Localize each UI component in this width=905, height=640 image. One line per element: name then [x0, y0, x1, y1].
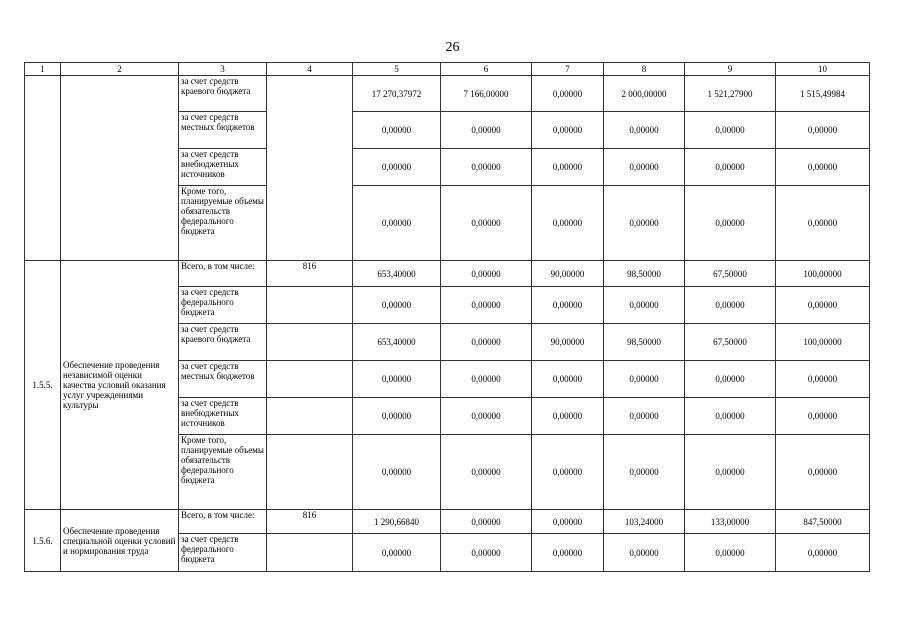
amount-cell: 0,00000: [604, 534, 685, 572]
category-code-cell: [267, 398, 353, 435]
amount-cell: 0,00000: [685, 435, 776, 510]
table-row: [25, 261, 870, 287]
amount-cell: 67,50000: [685, 261, 776, 287]
amount-cell: 1 521,27900: [685, 76, 776, 112]
header-row: [25, 63, 870, 76]
funding-source-label: за счет средств краевого бюджета: [179, 324, 267, 361]
amount-cell: 0,00000: [685, 149, 776, 186]
amount-cell: 0,00000: [685, 287, 776, 324]
measure-name-cell: Обеспечение проведения независимой оценки качества условий оказания услуг учреждениями культуры: [61, 261, 179, 510]
amount-cell: 100,00000: [776, 324, 870, 361]
amount-cell: 90,00000: [532, 324, 604, 361]
amount-cell: 0,00000: [776, 435, 870, 510]
funding-source-label: Кроме того, планируемые объемы обязательств федерального бюджета: [179, 435, 267, 510]
amount-cell: 0,00000: [604, 435, 685, 510]
amount-cell: 0,00000: [353, 398, 441, 435]
amount-cell: 0,00000: [441, 149, 532, 186]
amount-cell: 0,00000: [685, 398, 776, 435]
category-code-cell: [267, 76, 353, 261]
funding-source-label: Всего, в том числе:: [179, 261, 267, 287]
column-header: 10: [776, 63, 870, 76]
measure-name-cell: Обеспечение проведения специальной оценки условий и нормирования труда: [61, 510, 179, 572]
amount-cell: 0,00000: [532, 287, 604, 324]
amount-cell: 0,00000: [532, 398, 604, 435]
amount-cell: 0,00000: [604, 186, 685, 261]
funding-source-label: за счет средств федерального бюджета: [179, 534, 267, 572]
table-row: [25, 510, 870, 534]
amount-cell: 653,40000: [353, 324, 441, 361]
funding-source-label: за счет средств внебюджетных источников: [179, 398, 267, 435]
amount-cell: 0,00000: [441, 324, 532, 361]
amount-cell: 0,00000: [441, 261, 532, 287]
funding-source-label: за счет средств местных бюджетов: [179, 361, 267, 398]
column-header: 8: [604, 63, 685, 76]
column-header: 6: [441, 63, 532, 76]
row-code-cell: 1.5.5.: [25, 261, 61, 510]
column-header: 4: [267, 63, 353, 76]
amount-cell: 847,50000: [776, 510, 870, 534]
amount-cell: 0,00000: [685, 361, 776, 398]
amount-cell: 0,00000: [353, 112, 441, 149]
amount-cell: 0,00000: [604, 112, 685, 149]
category-code-cell: 816: [267, 261, 353, 287]
amount-cell: 98,50000: [604, 261, 685, 287]
amount-cell: 0,00000: [532, 76, 604, 112]
amount-cell: 0,00000: [776, 149, 870, 186]
amount-cell: 0,00000: [441, 435, 532, 510]
amount-cell: 0,00000: [776, 186, 870, 261]
category-code-cell: [267, 287, 353, 324]
column-header: 3: [179, 63, 267, 76]
amount-cell: 0,00000: [441, 112, 532, 149]
amount-cell: 0,00000: [441, 186, 532, 261]
funding-source-label: за счет средств федерального бюджета: [179, 287, 267, 324]
category-code-cell: 816: [267, 510, 353, 534]
amount-cell: 653,40000: [353, 261, 441, 287]
row-code-cell: 1.5.6.: [25, 510, 61, 572]
funding-source-label: за счет средств внебюджетных источников: [179, 149, 267, 186]
column-header: 9: [685, 63, 776, 76]
amount-cell: 0,00000: [685, 534, 776, 572]
amount-cell: 0,00000: [441, 361, 532, 398]
amount-cell: 1 290,66840: [353, 510, 441, 534]
amount-cell: 1 515,49984: [776, 76, 870, 112]
amount-cell: 0,00000: [532, 149, 604, 186]
amount-cell: 0,00000: [776, 361, 870, 398]
amount-cell: 0,00000: [353, 361, 441, 398]
amount-cell: 0,00000: [532, 534, 604, 572]
amount-cell: 0,00000: [532, 510, 604, 534]
column-header: 2: [61, 63, 179, 76]
amount-cell: 90,00000: [532, 261, 604, 287]
amount-cell: 0,00000: [441, 398, 532, 435]
category-code-cell: [267, 361, 353, 398]
row-code-cell: [25, 76, 61, 261]
column-header: 1: [25, 63, 61, 76]
funding-source-label: Кроме того, планируемые объемы обязательств федерального бюджета: [179, 186, 267, 261]
amount-cell: 17 270,37972: [353, 76, 441, 112]
funding-source-label: за счет средств местных бюджетов: [179, 112, 267, 149]
amount-cell: 0,00000: [353, 186, 441, 261]
amount-cell: 0,00000: [604, 287, 685, 324]
page-number: 26: [445, 40, 460, 55]
amount-cell: 133,00000: [685, 510, 776, 534]
budget-table: [24, 62, 870, 572]
amount-cell: 0,00000: [604, 361, 685, 398]
amount-cell: 0,00000: [532, 361, 604, 398]
amount-cell: 0,00000: [776, 534, 870, 572]
amount-cell: 100,00000: [776, 261, 870, 287]
amount-cell: 103,24000: [604, 510, 685, 534]
amount-cell: 0,00000: [353, 149, 441, 186]
amount-cell: 0,00000: [532, 112, 604, 149]
table-row: [25, 76, 870, 112]
measure-name-cell: [61, 76, 179, 261]
amount-cell: 0,00000: [685, 112, 776, 149]
category-code-cell: [267, 435, 353, 510]
column-header: 7: [532, 63, 604, 76]
category-code-cell: [267, 324, 353, 361]
amount-cell: 67,50000: [685, 324, 776, 361]
amount-cell: 0,00000: [532, 435, 604, 510]
amount-cell: 0,00000: [441, 534, 532, 572]
column-header: 5: [353, 63, 441, 76]
amount-cell: 2 000,00000: [604, 76, 685, 112]
amount-cell: 0,00000: [685, 186, 776, 261]
funding-source-label: за счет средств краевого бюджета: [179, 76, 267, 112]
amount-cell: 0,00000: [776, 398, 870, 435]
amount-cell: 98,50000: [604, 324, 685, 361]
amount-cell: 0,00000: [441, 510, 532, 534]
amount-cell: 7 166,00000: [441, 76, 532, 112]
amount-cell: 0,00000: [353, 287, 441, 324]
amount-cell: 0,00000: [441, 287, 532, 324]
amount-cell: 0,00000: [604, 398, 685, 435]
amount-cell: 0,00000: [776, 287, 870, 324]
amount-cell: 0,00000: [532, 186, 604, 261]
amount-cell: 0,00000: [604, 149, 685, 186]
amount-cell: 0,00000: [353, 435, 441, 510]
amount-cell: 0,00000: [776, 112, 870, 149]
funding-source-label: Всего, в том числе:: [179, 510, 267, 534]
amount-cell: 0,00000: [353, 534, 441, 572]
category-code-cell: [267, 534, 353, 572]
